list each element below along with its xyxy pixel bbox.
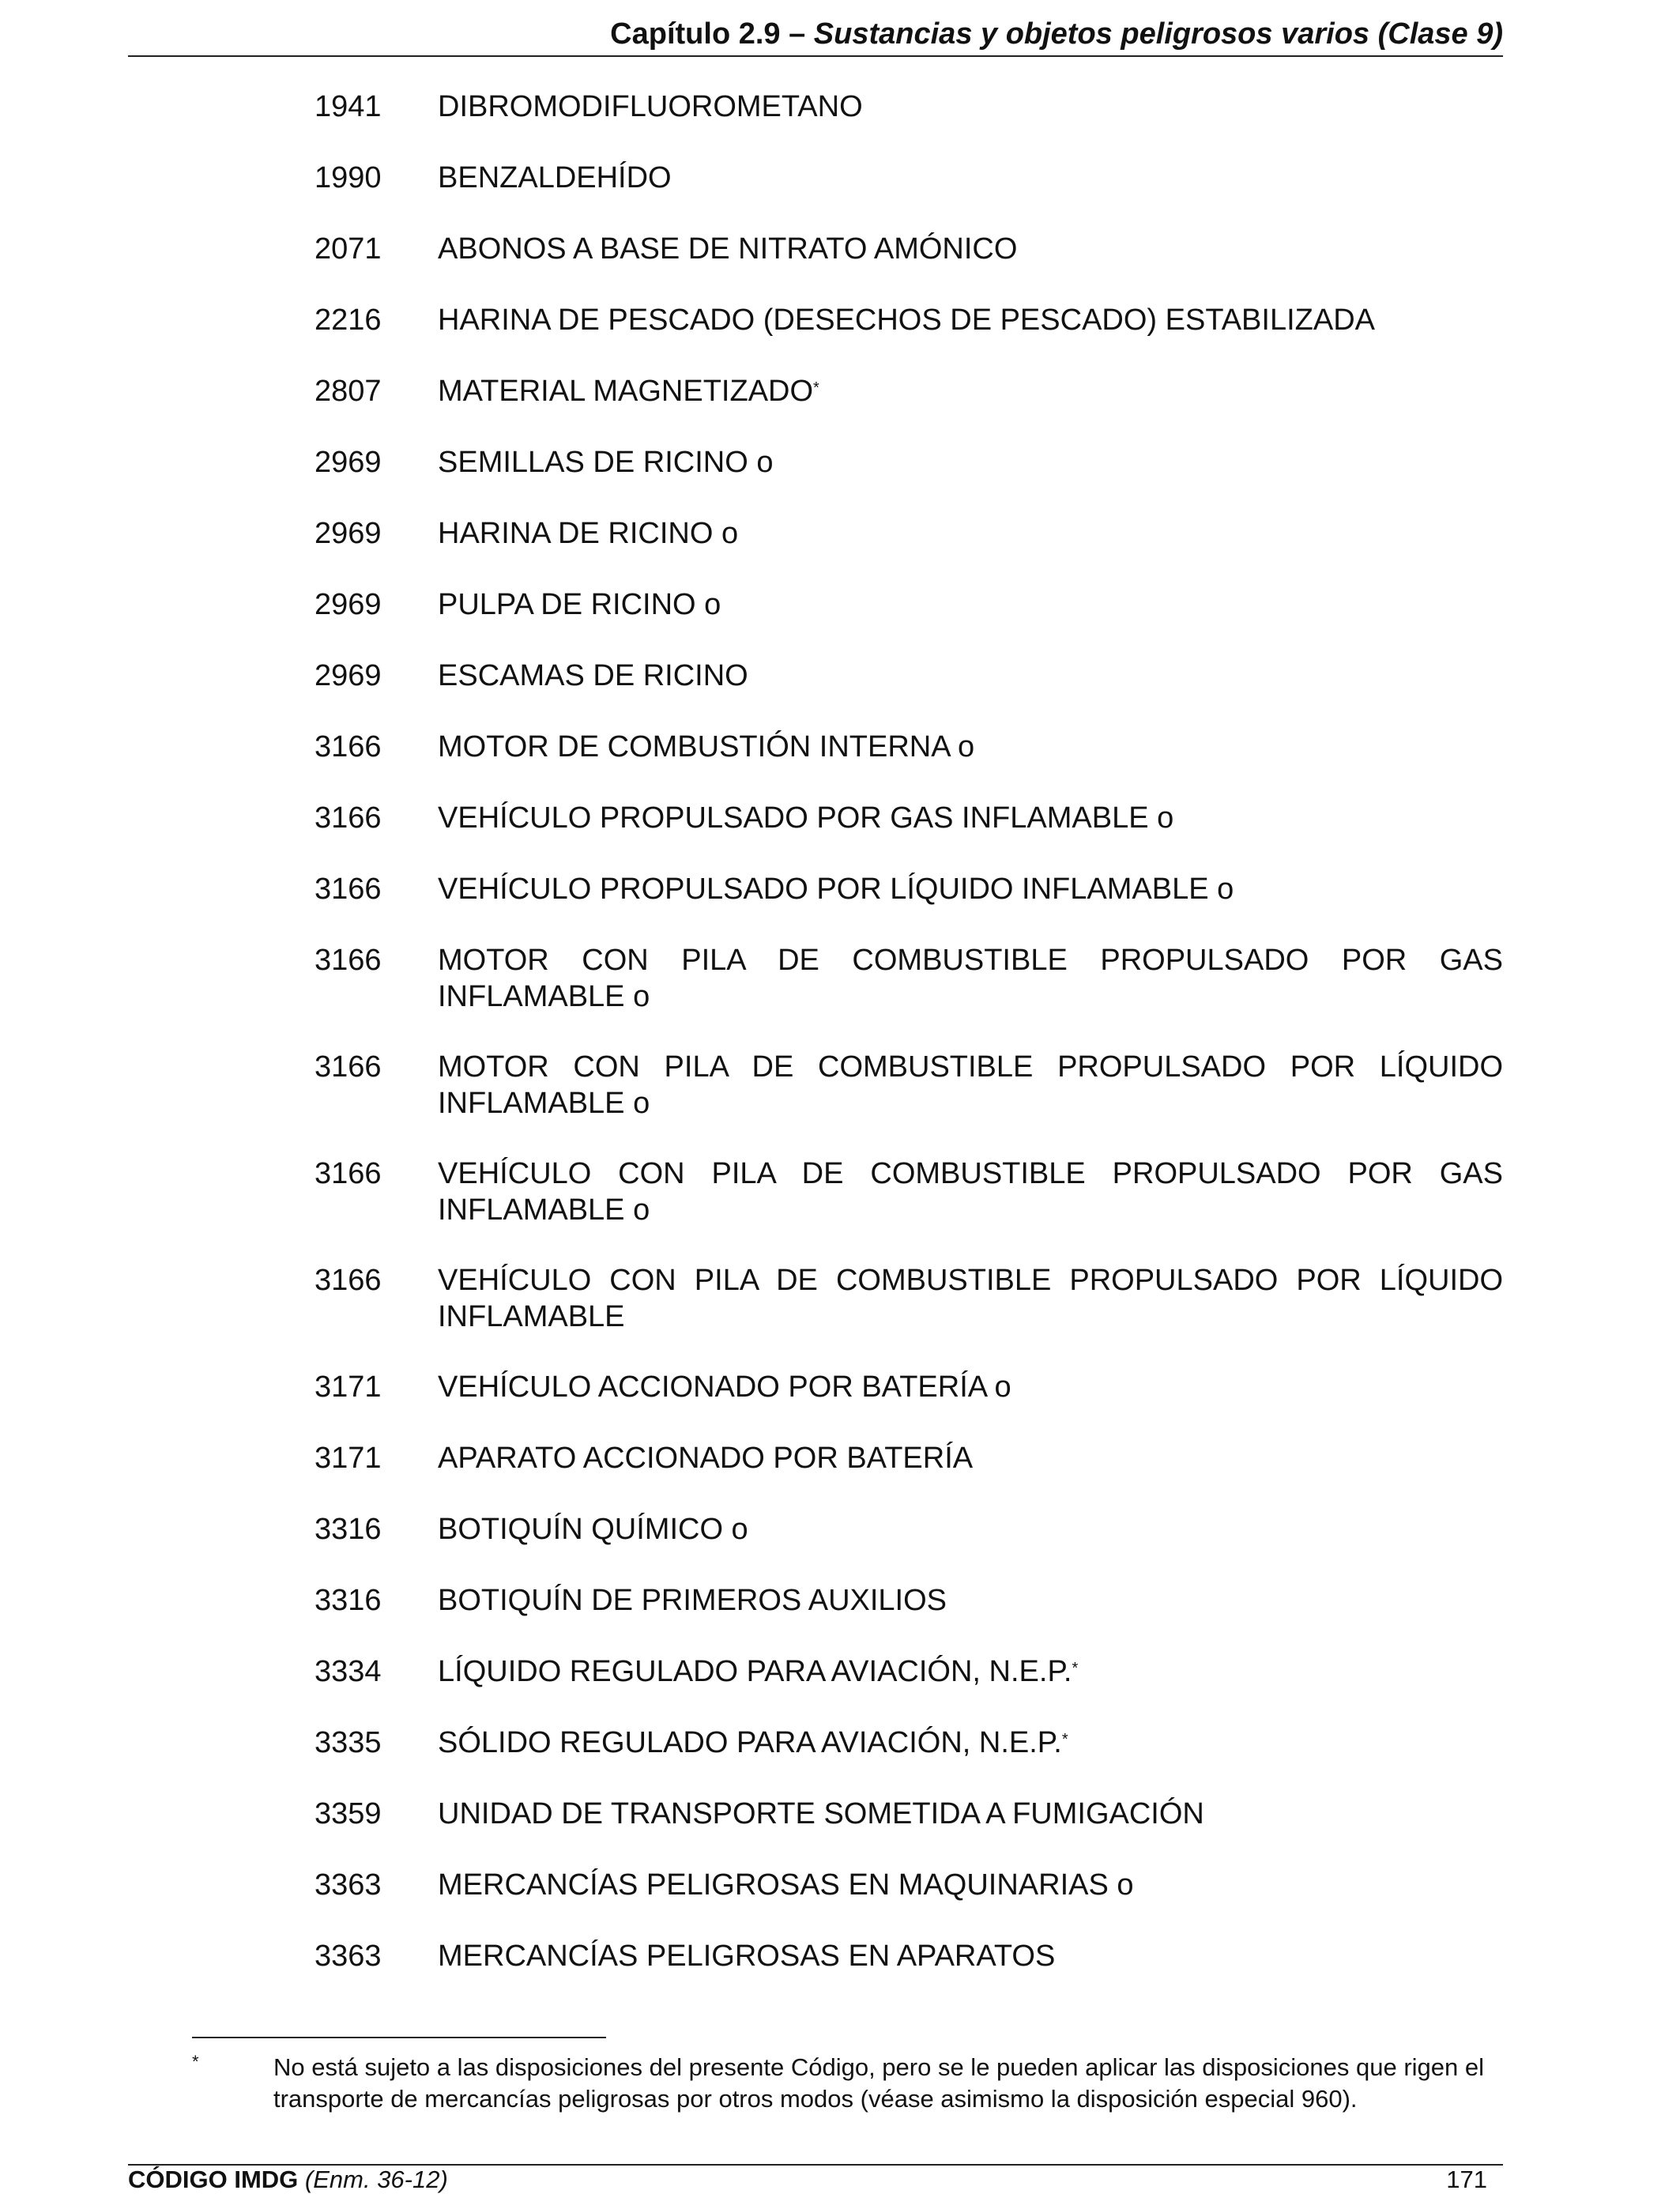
footnote-mark: * — [192, 2052, 199, 2071]
substance-name-text: VEHÍCULO CON PILA DE COMBUSTIBLE PROPULSADO POR LÍQUIDO INFLAMABLE — [438, 1264, 1503, 1333]
substance-name-text: VEHÍCULO ACCIONADO POR BATERÍA o — [438, 1370, 1011, 1404]
substance-name-text: SEMILLAS DE RICINO o — [438, 446, 774, 479]
substance-name-text: UNIDAD DE TRANSPORTE SOMETIDA A FUMIGACIÓN — [438, 1797, 1204, 1830]
substance-name — [438, 1511, 1503, 1547]
un-number: 1941 — [315, 90, 382, 123]
un-number: 3171 — [315, 1442, 382, 1475]
substance-name-text: MOTOR DE COMBUSTIÓN INTERNA o — [438, 730, 975, 763]
substance-name — [438, 302, 1503, 338]
footnote-divider — [192, 2037, 606, 2038]
substance-name — [438, 800, 1503, 836]
un-number: 3363 — [315, 1868, 382, 1902]
un-number: 2216 — [315, 303, 382, 337]
footnote-reference: * — [813, 379, 819, 397]
substance-name — [438, 89, 1503, 125]
substance-name-text: PULPA DE RICINO o — [438, 588, 721, 621]
un-number: 3166 — [315, 944, 382, 977]
substance-name-text: MERCANCÍAS PELIGROSAS EN APARATOS — [438, 1940, 1056, 1973]
substance-name-text: MERCANCÍAS PELIGROSAS EN MAQUINARIAS o — [438, 1868, 1134, 1902]
footnote-text: No está sujeto a las disposiciones del presente Código, pero se le pueden aplicar las disposiciones que rigen el transporte de mercancías peligrosas por otros modos (véase asimismo la disposición especial 960). — [273, 2053, 1485, 2113]
un-number: 2969 — [315, 588, 382, 621]
substance-name — [438, 1867, 1503, 1903]
substance-name-text: ESCAMAS DE RICINO — [438, 659, 748, 692]
un-number: 2969 — [315, 659, 382, 692]
un-number: 3359 — [315, 1797, 382, 1830]
un-number: 3316 — [315, 1584, 382, 1617]
substance-name-text: BENZALDEHÍDO — [438, 161, 672, 194]
footnote-reference: * — [1072, 1660, 1079, 1677]
substance-name — [438, 1938, 1503, 1974]
chapter-label: Capítulo 2.9 – — [610, 17, 806, 51]
un-number: 3363 — [315, 1940, 382, 1973]
substance-name-text: VEHÍCULO PROPULSADO POR GAS INFLAMABLE o — [438, 801, 1174, 835]
substance-name-text: MOTOR CON PILA DE COMBUSTIBLE PROPULSADO POR GAS INFLAMABLE o — [438, 944, 1503, 1013]
substance-name-text: ABONOS A BASE DE NITRATO AMÓNICO — [438, 232, 1018, 266]
substance-name — [438, 658, 1503, 694]
substance-name-text: APARATO ACCIONADO POR BATERÍA — [438, 1442, 974, 1475]
substance-name-text: SÓLIDO REGULADO PARA AVIACIÓN, N.E.P. — [438, 1726, 1062, 1759]
footnote-reference: * — [1061, 1731, 1068, 1748]
substance-name — [438, 160, 1503, 196]
substance-name — [438, 586, 1503, 623]
substance-name — [438, 1653, 1503, 1690]
substance-name-text: VEHÍCULO PROPULSADO POR LÍQUIDO INFLAMABLE o — [438, 873, 1234, 906]
substance-name — [438, 1369, 1503, 1405]
un-number: 3166 — [315, 1050, 382, 1084]
un-number: 3166 — [315, 801, 382, 835]
substance-name — [438, 1796, 1503, 1832]
un-number: 2071 — [315, 232, 382, 266]
footer-code-title: CÓDIGO IMDG — [128, 2166, 299, 2193]
un-number: 3166 — [315, 730, 382, 763]
un-number: 3171 — [315, 1370, 382, 1404]
substance-name-text: LÍQUIDO REGULADO PARA AVIACIÓN, N.E.P. — [438, 1655, 1072, 1688]
chapter-subtitle: Sustancias y objetos peligrosos varios (Clase 9) — [813, 17, 1503, 51]
substance-name-text: MATERIAL MAGNETIZADO — [438, 375, 814, 408]
substance-name — [438, 515, 1503, 552]
substance-name — [438, 1582, 1503, 1619]
footer-title — [128, 2166, 448, 2194]
substance-name — [438, 1262, 1503, 1335]
page-number: 171 — [1446, 2166, 1487, 2193]
substance-name-text: BOTIQUÍN DE PRIMEROS AUXILIOS — [438, 1584, 947, 1617]
header-divider — [128, 55, 1503, 57]
substance-name — [438, 1725, 1503, 1761]
un-number: 2969 — [315, 517, 382, 550]
un-number: 3166 — [315, 1157, 382, 1190]
un-number: 2969 — [315, 446, 382, 479]
page-header — [128, 14, 1503, 54]
substance-name-text: VEHÍCULO CON PILA DE COMBUSTIBLE PROPULSADO POR GAS INFLAMABLE o — [438, 1157, 1503, 1227]
un-number: 2807 — [315, 375, 382, 408]
substance-name — [438, 1440, 1503, 1476]
un-number: 3166 — [315, 873, 382, 906]
substance-name — [438, 231, 1503, 267]
substance-name-text: BOTIQUÍN QUÍMICO o — [438, 1513, 748, 1546]
un-number: 3335 — [315, 1726, 382, 1759]
substance-name — [438, 444, 1503, 481]
un-number: 3166 — [315, 1264, 382, 1297]
substance-name — [438, 1049, 1503, 1122]
substance-name — [438, 942, 1503, 1015]
substance-name-text: HARINA DE PESCADO (DESECHOS DE PESCADO) ESTABILIZADA — [438, 303, 1375, 337]
footer-edition: (Enm. 36-12) — [304, 2166, 448, 2193]
substance-name-text: MOTOR CON PILA DE COMBUSTIBLE PROPULSADO POR LÍQUIDO INFLAMABLE o — [438, 1050, 1503, 1120]
substance-name — [438, 871, 1503, 907]
substance-name-text: DIBROMODIFLUOROMETANO — [438, 90, 863, 123]
substance-name — [438, 373, 1503, 409]
un-number: 3334 — [315, 1655, 382, 1688]
substance-name-text: HARINA DE RICINO o — [438, 517, 739, 550]
un-number: 3316 — [315, 1513, 382, 1546]
substance-name — [438, 1155, 1503, 1228]
un-number: 1990 — [315, 161, 382, 194]
substance-name — [438, 729, 1503, 765]
